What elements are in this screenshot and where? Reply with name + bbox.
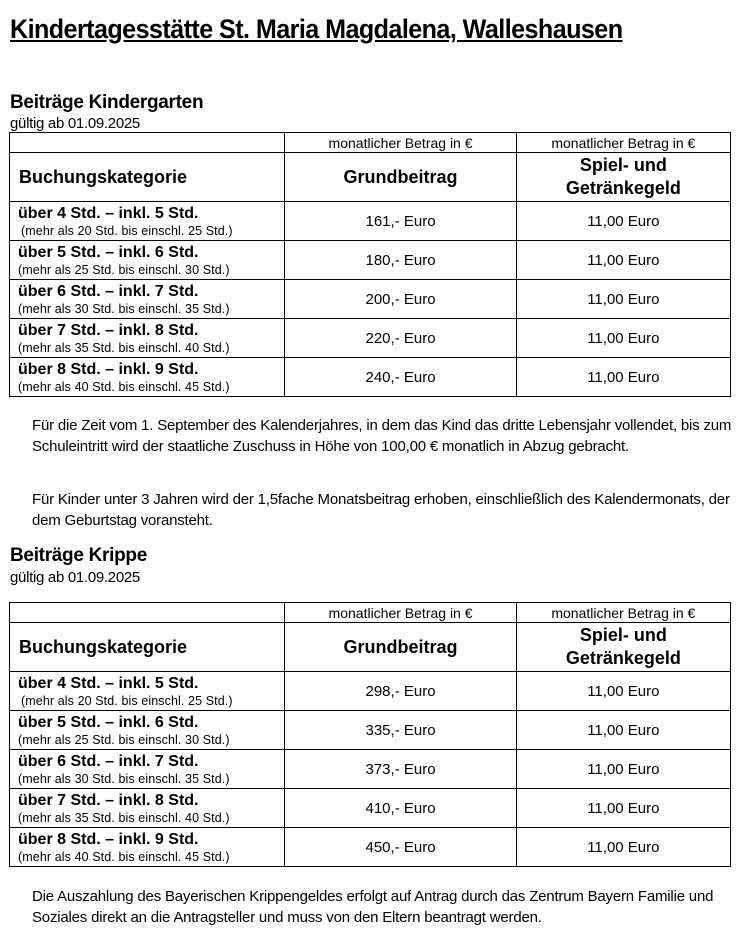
table-row [10,672,731,711]
category-hours: über 7 Std. – inkl. 8 Std. [18,791,199,809]
category-hours: über 7 Std. – inkl. 8 Std. [18,321,199,339]
table-row [10,358,731,397]
krippe-heading: Beiträge Krippe [10,545,147,566]
table-header-row [10,623,731,672]
base-fee-cell: 450,- Euro [285,828,516,867]
table-subheader-row [10,133,731,153]
category-cell [10,789,285,828]
table-row [10,241,731,280]
header-play-drink-line1: Spiel- und [579,625,667,645]
category-weekly-hours: (mehr als 35 Std. bis einschl. 40 Std.) [18,810,230,825]
kindergarten-valid-from: gültig ab 01.09.2025 [10,115,140,132]
table-header-row [10,153,731,202]
header-play-drink-fee [516,623,730,672]
base-fee-cell: 335,- Euro [285,711,516,750]
header-booking-category: Buchungskategorie [10,623,285,672]
subheader-empty [10,603,285,623]
category-hours: über 5 Std. – inkl. 6 Std. [18,713,199,731]
krippe-valid-from: gültig ab 01.09.2025 [10,569,140,586]
kindergarten-subsidy-note: Für die Zeit vom 1. September des Kalenderjahres, in dem das Kind das dritte Lebensjahr vollendet, bis zum Schuleintritt wird der staatliche Zuschuss in Höhe von 100,00 € monatlich in Abzug gebracht. [32,417,732,455]
category-cell [10,672,285,711]
category-cell [10,828,285,867]
category-weekly-hours: (mehr als 40 Std. bis einschl. 45 Std.) [18,379,230,394]
table-row [10,280,731,319]
play-drink-fee-cell: 11,00 Euro [516,241,730,280]
category-weekly-hours: (mehr als 35 Std. bis einschl. 40 Std.) [18,340,230,355]
play-drink-fee-cell: 11,00 Euro [516,280,730,319]
header-base-fee: Grundbeitrag [285,623,516,672]
table-subheader-row [10,603,731,623]
category-cell [10,711,285,750]
base-fee-cell: 200,- Euro [285,280,516,319]
base-fee-cell: 410,- Euro [285,789,516,828]
kindergarten-heading: Beiträge Kindergarten [10,92,204,113]
category-hours: über 8 Std. – inkl. 9 Std. [18,830,199,848]
category-hours: über 8 Std. – inkl. 9 Std. [18,360,199,378]
krippe-fee-table [9,602,731,867]
table-row [10,202,731,241]
category-weekly-hours: (mehr als 40 Std. bis einschl. 45 Std.) [18,849,230,864]
category-cell [10,241,285,280]
subheader-monthly-amount: monatlicher Betrag in € [516,603,730,623]
header-booking-category: Buchungskategorie [10,153,285,202]
category-hours: über 4 Std. – inkl. 5 Std. [18,674,199,692]
base-fee-cell: 220,- Euro [285,319,516,358]
category-cell [10,358,285,397]
subheader-monthly-amount: monatlicher Betrag in € [285,603,516,623]
play-drink-fee-cell: 11,00 Euro [516,358,730,397]
header-base-fee: Grundbeitrag [285,153,516,202]
base-fee-cell: 240,- Euro [285,358,516,397]
category-weekly-hours: (mehr als 30 Std. bis einschl. 35 Std.) [18,301,230,316]
subheader-monthly-amount: monatlicher Betrag in € [285,133,516,153]
category-cell [10,750,285,789]
base-fee-cell: 180,- Euro [285,241,516,280]
kindergarten-fee-table [9,132,731,397]
category-cell [10,319,285,358]
category-hours: über 6 Std. – inkl. 7 Std. [18,282,199,300]
table-row [10,789,731,828]
category-weekly-hours: (mehr als 25 Std. bis einschl. 30 Std.) [18,732,230,747]
table-row [10,750,731,789]
header-play-drink-line1: Spiel- und [579,155,667,175]
play-drink-fee-cell: 11,00 Euro [516,750,730,789]
play-drink-fee-cell: 11,00 Euro [516,319,730,358]
krippe-krippengeld-note: Die Auszahlung des Bayerischen Krippengeldes erfolgt auf Antrag durch das Zentrum Bayern Familie und Soziales direkt an die Antragsteller und muss von den Eltern beantragt werden. [32,888,714,926]
kindergarten-under-three-note: Für Kinder unter 3 Jahren wird der 1,5fache Monatsbeitrag erhoben, einschließlich des Kalendermonats, der dem Geburtstag voransteht. [32,491,730,529]
subheader-monthly-amount: monatlicher Betrag in € [516,133,730,153]
category-weekly-hours: (mehr als 30 Std. bis einschl. 35 Std.) [18,771,230,786]
play-drink-fee-cell: 11,00 Euro [516,672,730,711]
subheader-empty [10,133,285,153]
category-cell [10,202,285,241]
category-weekly-hours: (mehr als 25 Std. bis einschl. 30 Std.) [18,262,230,277]
table-row [10,828,731,867]
category-weekly-hours: (mehr als 20 Std. bis einschl. 25 Std.) [21,223,233,238]
category-hours: über 4 Std. – inkl. 5 Std. [18,204,199,222]
category-hours: über 6 Std. – inkl. 7 Std. [18,752,199,770]
play-drink-fee-cell: 11,00 Euro [516,202,730,241]
category-weekly-hours: (mehr als 20 Std. bis einschl. 25 Std.) [21,693,233,708]
header-play-drink-line2: Getränkegeld [565,178,681,198]
base-fee-cell: 298,- Euro [285,672,516,711]
play-drink-fee-cell: 11,00 Euro [516,711,730,750]
table-row [10,319,731,358]
category-hours: über 5 Std. – inkl. 6 Std. [18,243,199,261]
document-title: Kindertagesstätte St. Maria Magdalena, Walleshausen [10,14,623,44]
play-drink-fee-cell: 11,00 Euro [516,828,730,867]
base-fee-cell: 161,- Euro [285,202,516,241]
play-drink-fee-cell: 11,00 Euro [516,789,730,828]
category-cell [10,280,285,319]
header-play-drink-fee [516,153,730,202]
table-row [10,711,731,750]
base-fee-cell: 373,- Euro [285,750,516,789]
header-play-drink-line2: Getränkegeld [565,648,681,668]
